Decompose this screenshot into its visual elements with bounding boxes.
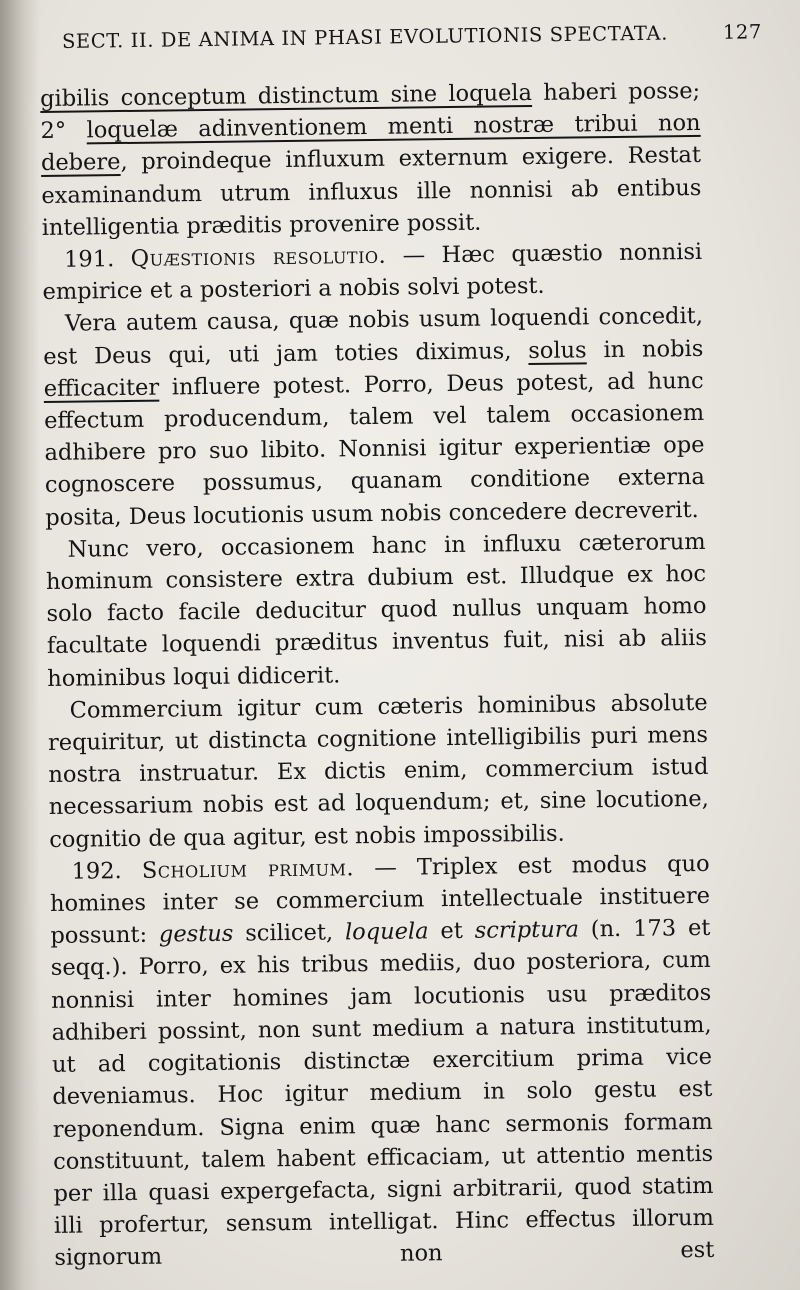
paragraph-192 [49, 848, 714, 1275]
paragraph-191 [42, 236, 703, 308]
text-run: , proindeque influxum externum exigere. Restat examinandum utrum influxus ille nonnisi ab entibus intelligentia præditis provenire possit. [41, 142, 702, 241]
page-number: 127 [722, 20, 763, 44]
text-run: — Hæc quæstio nonnisi empirice et a posteriori a nobis solvi potest. [42, 238, 703, 306]
page-body [40, 75, 715, 1274]
underlined-phrase: loquelæ adinventionem menti nostræ tribui non debere [40, 110, 701, 177]
text-run: 2° [40, 117, 87, 145]
text-run: et [428, 918, 475, 945]
paragraph-commercium: Commercium igitur cum cæteris hominibus absolute requiritur, ut distincta cognitione intelligibilis puri mens nostra instruatur. Ex dictis enim, commercium istud necessarium nobis est ad loquendum; et, sine locutione, cognitio de qua agitur, est nobis impossibilis. [47, 689, 709, 853]
italic-term: gestus [158, 920, 234, 948]
paragraph-continuation [40, 75, 702, 244]
section-heading: Scholium primum. [141, 855, 355, 884]
underlined-word: efficaciter [43, 374, 160, 402]
italic-term: scriptura [474, 916, 580, 945]
text-run: in nobis [586, 335, 704, 363]
page-gutter-shadow [0, 0, 40, 1290]
running-header-title: SECT. II. DE ANIMA IN PHASI EVOLUTIONIS SPECTATA. [61, 21, 669, 53]
section-number: 192. [71, 857, 143, 885]
text-run: haberi posse; [531, 77, 701, 106]
text-run: (n. 173 et seqq.). Porro, ex his tribus mediis, duo posteriora, cum nonnisi inter homines jam locutionis usu præditos adhiberi possint, non sunt medium a natura institutum, ut ad cogitationis distinctæ exercitium prima vice deveniamus. Hoc igitur medium in solo gestu est reponendum. Signa enim quæ hanc sermonis formam constituunt, talem habent efficaciam, ut attentio mentis per illa quasi expergefacta, signi arbitrarii, quod statim illi profertur, sensum intelligat. Hinc effectus illorum signorum non est [50, 915, 715, 1272]
running-header [62, 20, 762, 53]
paragraph-nunc-vero: Nunc vero, occasionem hanc in influxu cæterorum hominum consistere extra dubium est. Illudque ex hoc solo facto facile deducitur quod nullus unquam homo facultate loquendi præditus inventus fuit, nisi ab aliis hominibus loqui didicerit. [45, 528, 707, 692]
text-run: scilicet, [233, 919, 346, 947]
text-run: influere potest. Porro, Deus potest, ad hunc effectum producendum, talem vel talem occasionem adhibere pro suo libito. Nonnisi igitur experientiæ ope cognoscere possumus, quanam conditione externa posita, Deus locutionis usum nobis concedere decreverit. [43, 367, 706, 531]
underlined-word: solus [528, 336, 587, 364]
text-run: Vera autem causa, quæ nobis usum loquendi concedit, est Deus qui, uti jam toties diximus, [43, 303, 704, 370]
underlined-phrase: gibilis conceptum distinctum sine loquela [40, 79, 533, 112]
italic-term: loquela [344, 918, 429, 946]
text-run: — Triplex est modus quo homines inter se commercium intellectuale instituere possunt: [49, 850, 711, 950]
section-heading: Quæstionis resolutio. [130, 242, 387, 272]
paragraph-vera-autem [43, 300, 706, 533]
section-number: 191. [64, 245, 131, 273]
